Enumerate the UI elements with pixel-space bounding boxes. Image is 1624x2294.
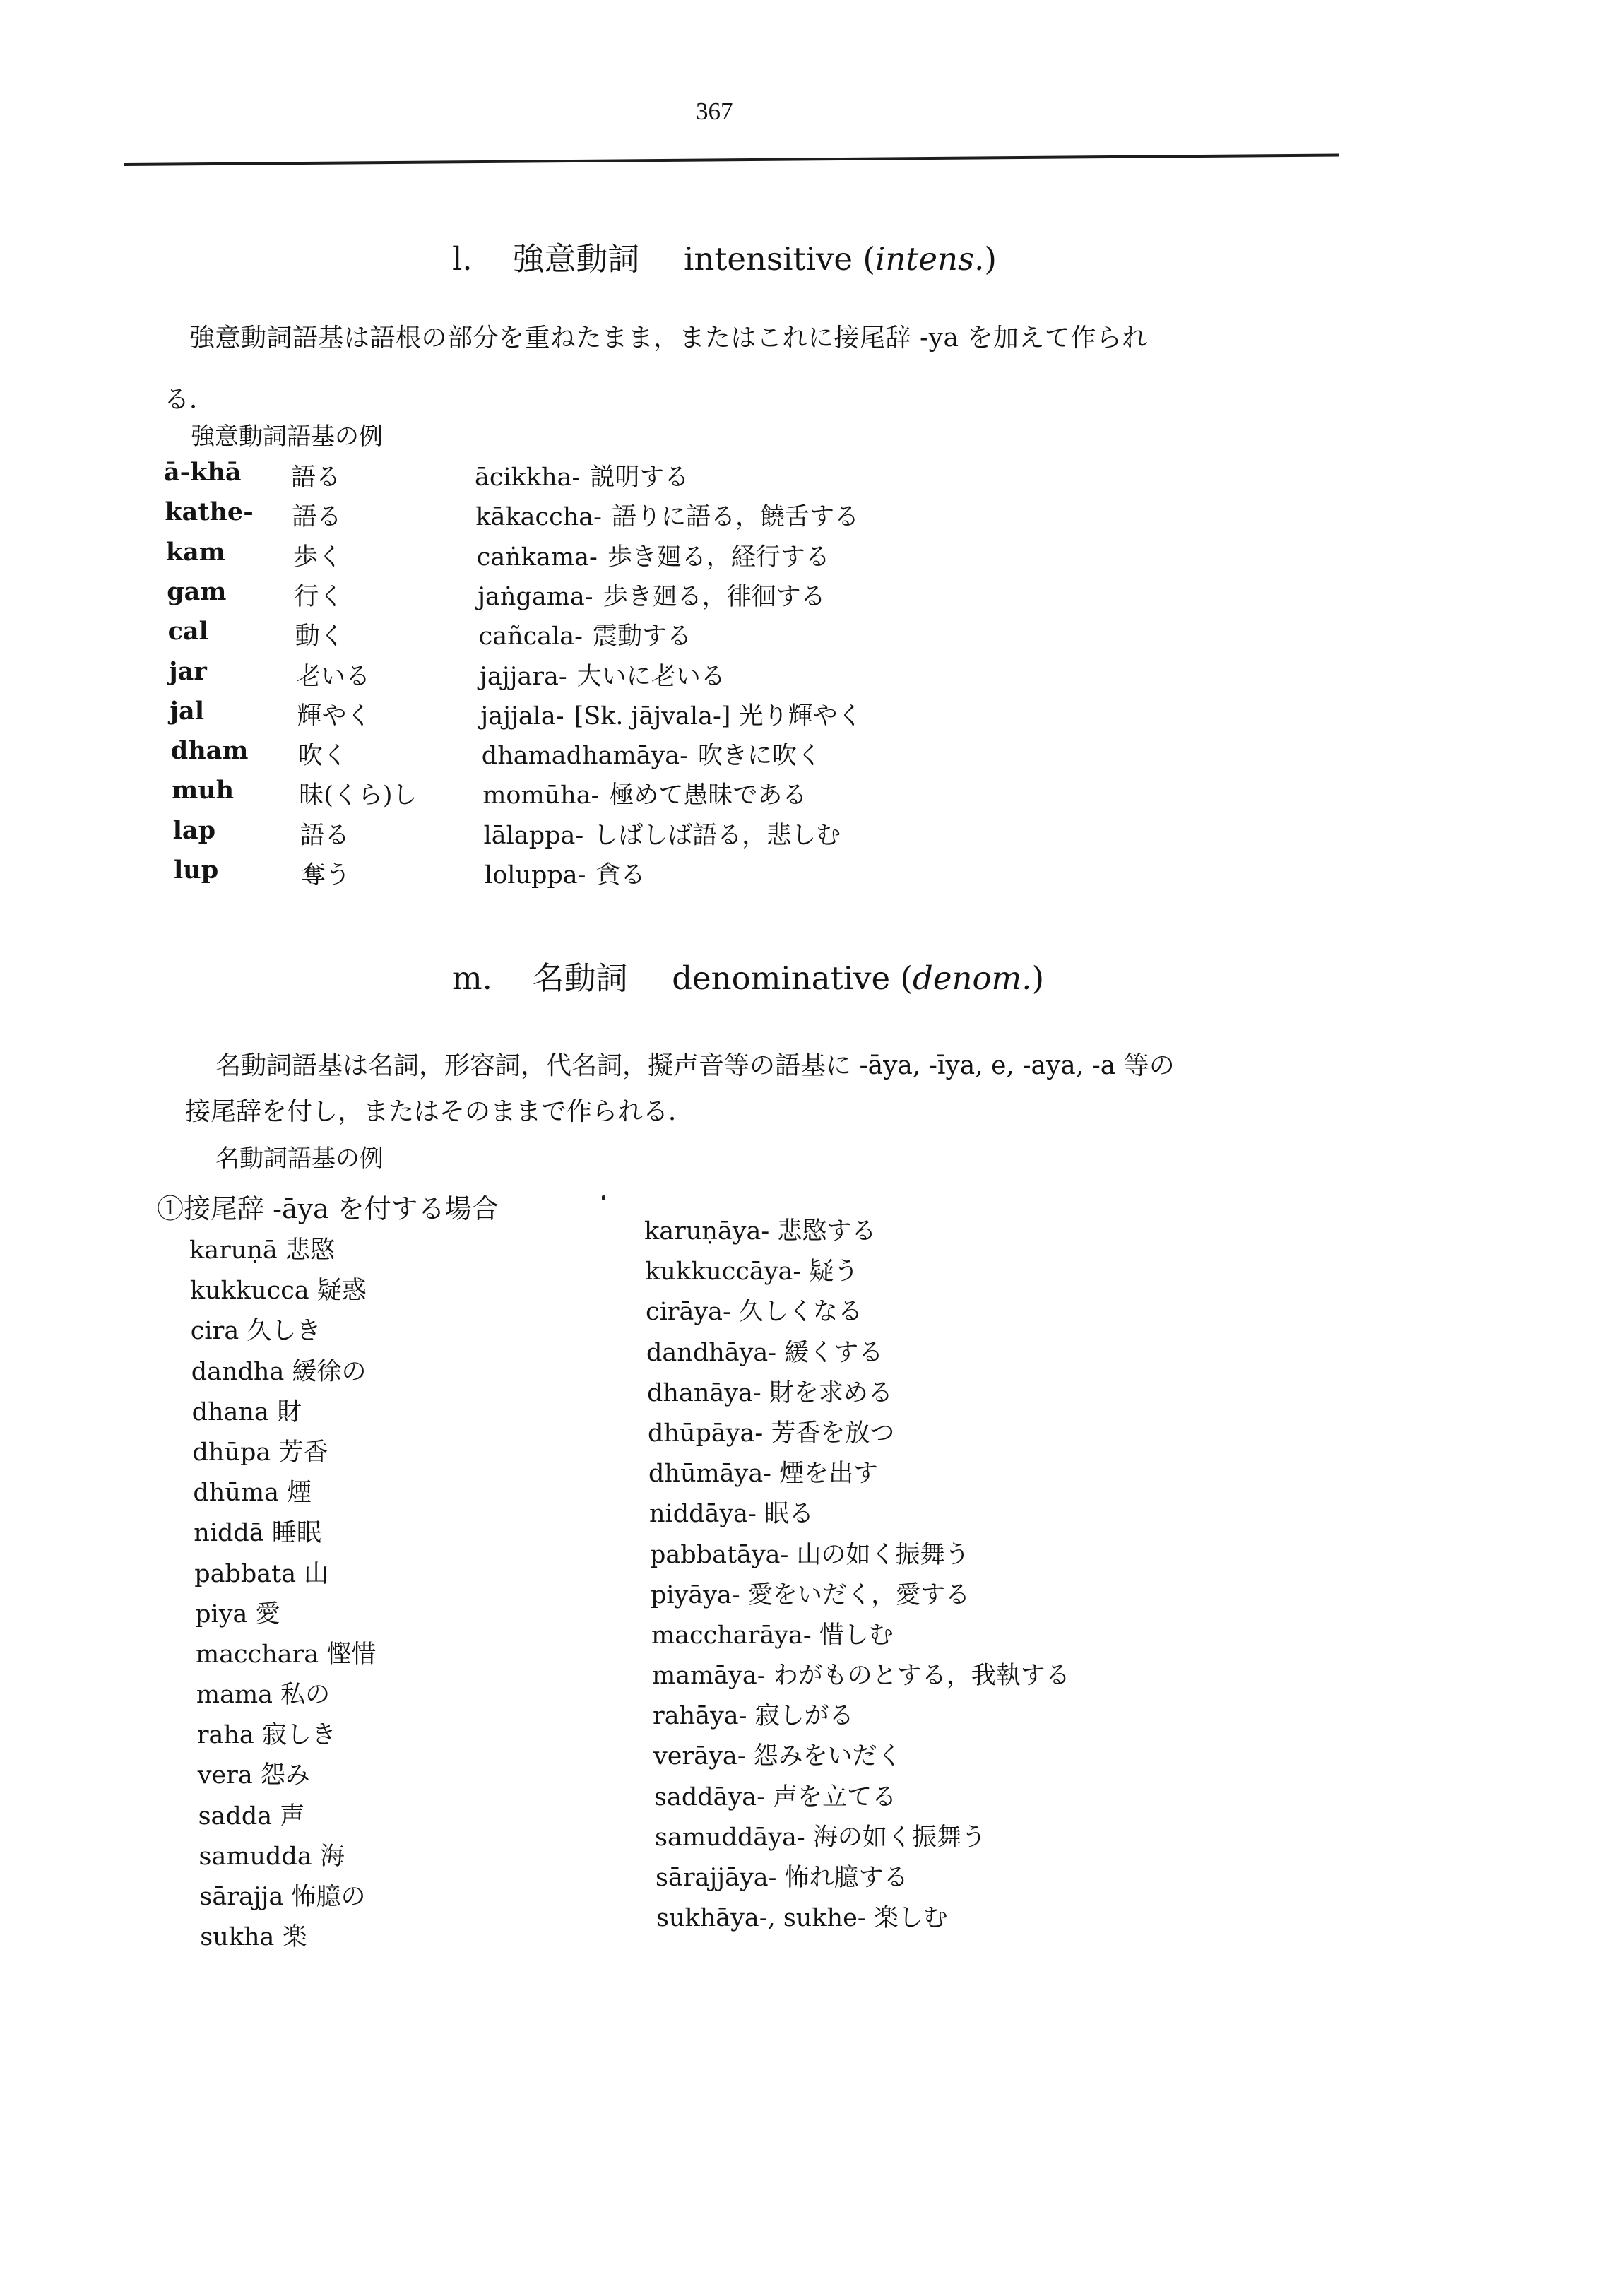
intensive-stem: jajjara-	[480, 662, 567, 691]
section-l-label: l.	[452, 240, 473, 278]
denominative-stem-item: rahāya- 寂しがる	[653, 1702, 854, 1731]
noun-base-item: dhūma 煙	[193, 1479, 312, 1508]
verb-root-gloss: 動く	[295, 622, 345, 651]
section-l-abbr-close: )	[984, 240, 997, 278]
section-l-japanese-title: 強意動詞	[512, 240, 640, 278]
intensive-stem: jajjala-	[480, 702, 564, 731]
verb-root: cal	[167, 617, 208, 646]
denominative-stem-item: verāya- 怨みをいだく	[653, 1742, 902, 1771]
noun-base-item: pabbata 山	[194, 1559, 329, 1588]
intensive-stem-entry	[475, 458, 689, 493]
noun-base-item: karuṇā 悲愍	[189, 1236, 335, 1265]
noun-base-item: sadda 声	[198, 1802, 305, 1831]
verb-root-gloss: 語る	[292, 503, 342, 532]
verb-root: gam	[167, 577, 227, 606]
section-m-english-title: denominative	[672, 959, 891, 997]
denominative-stem-item: karuṇāya- 悲愍する	[644, 1217, 877, 1246]
section-m-abbr-close: )	[1031, 959, 1045, 997]
noun-base-item: vera 怨み	[197, 1761, 310, 1790]
intensive-stem-gloss: 大いに老いる	[576, 662, 725, 691]
verb-root-gloss: 行く	[294, 582, 344, 611]
intensive-stem-gloss: 吹きに吹く	[698, 742, 822, 771]
section-m-description-line1: 名動詞語基は名詞，形容詞，代名詞，擬声音等の語基に -āya, -īya, e, -aya, -a 等の	[215, 1051, 1175, 1080]
section-l-examples-heading: 強意動詞語基の例	[191, 422, 383, 451]
verb-root: muh	[172, 776, 235, 805]
intensive-stem: cañcala-	[478, 622, 583, 651]
intensive-stem-gloss: 語りに語る，饒舌する	[611, 503, 859, 532]
verb-root: kathe-	[165, 497, 254, 527]
noun-base-item: cira 久しき	[190, 1317, 321, 1346]
section-m-examples-heading: 名動詞語基の例	[215, 1145, 384, 1173]
noun-base-item: macchara 慳惜	[196, 1640, 377, 1669]
verb-root-gloss: 輝やく	[297, 702, 372, 731]
intensive-stem-entry	[480, 657, 725, 692]
denominative-stem-item: saddāya- 声を立てる	[654, 1782, 897, 1811]
header-rule	[124, 153, 1339, 166]
verb-root-gloss: 語る	[291, 463, 341, 492]
verb-root: jal	[170, 696, 205, 726]
denominative-stem-item: pabbatāya- 山の如く振舞う	[650, 1540, 970, 1569]
noun-base-item: mama 私の	[196, 1681, 331, 1710]
verb-root: lap	[172, 815, 216, 845]
denominative-stem-item: mamāya- わがものとする，我執する	[652, 1662, 1070, 1691]
section-m-description-line2: 接尾辞を付し，またはそのままで作られる．	[185, 1097, 694, 1126]
denominative-stem-item: piyāya- 愛をいだく，愛する	[651, 1580, 971, 1609]
noun-base-list	[189, 1231, 376, 1958]
denominative-stem-item: sukhāya-, sukhe- 楽しむ	[656, 1904, 948, 1933]
section-l-english-title: intensitive	[683, 240, 853, 278]
section-m-japanese-title: 名動詞	[532, 959, 628, 997]
intensive-stem-gloss: しばしば語る，悲しむ	[593, 821, 841, 850]
section-l-heading	[452, 233, 997, 279]
denominative-stem-item: dhūpāya- 芳香を放つ	[648, 1419, 895, 1448]
intensive-stem-gloss: 貪る	[595, 861, 646, 889]
intensive-stem-gloss: 説明する	[590, 463, 689, 492]
noun-base-item: samudda 海	[198, 1842, 345, 1871]
intensive-stem-entry	[480, 697, 862, 732]
section-m-abbr: denom.	[913, 959, 1032, 997]
page-number: 367	[696, 97, 733, 125]
denominative-stem-item: maccharāya- 惜しむ	[651, 1621, 894, 1650]
denominative-stem-item: sārajjāya- 怖れ臆する	[656, 1864, 908, 1892]
intensive-stem-entry	[484, 816, 841, 851]
denominative-stem-item: dhūmāya- 煙を出す	[648, 1460, 879, 1489]
intensive-stem-entry	[475, 497, 859, 533]
print-speck	[602, 1195, 605, 1200]
section-l-abbr-open: (	[863, 240, 875, 278]
intensive-stem-entry	[477, 538, 830, 573]
section-l-description-line2: る．	[164, 385, 215, 414]
intensive-stem-gloss: 歩き廻る，経行する	[607, 543, 830, 572]
denominative-stem-item: kukkuccāya- 疑う	[645, 1258, 859, 1287]
verb-root-gloss: 老いる	[296, 662, 371, 691]
intensive-stem: caṅkama-	[476, 543, 598, 572]
intensive-stem-gloss: 極めて愚昧である	[609, 781, 807, 810]
section-m-label: m.	[452, 959, 492, 997]
denominative-stem-item: dhanāya- 財を求める	[647, 1378, 893, 1407]
verb-root: jar	[169, 656, 207, 686]
intensive-stem-entry	[485, 856, 646, 891]
noun-base-item: dandha 緩徐の	[191, 1357, 367, 1386]
verb-root: ā-khā	[164, 458, 242, 487]
verb-root-gloss: 語る	[300, 821, 350, 850]
verb-root-gloss: 吹く	[297, 742, 348, 771]
noun-base-item: sukha 楽	[200, 1923, 307, 1952]
intensive-stem: lālappa-	[483, 821, 584, 850]
noun-base-item: piya 愛	[195, 1600, 280, 1628]
verb-root-gloss: 奪う	[301, 861, 351, 889]
section-m-abbr-open: (	[900, 959, 913, 997]
intensive-stem: ācikkha-	[475, 463, 581, 492]
noun-base-item: dhūpa 芳香	[192, 1438, 328, 1467]
denominative-stem-item: dandhāya- 緩くする	[646, 1338, 884, 1367]
verb-root: kam	[165, 537, 225, 567]
denominative-stem-list	[644, 1212, 1070, 1939]
intensive-stem-entry	[479, 617, 692, 652]
noun-base-item: sārajja 怖臆の	[199, 1883, 366, 1911]
intensive-stem: loluppa-	[485, 861, 586, 889]
denominative-stem-item: niddāya- 眠る	[649, 1500, 814, 1529]
intensive-stem: momūha-	[482, 781, 600, 810]
noun-base-item: kukkucca 疑惑	[189, 1277, 367, 1306]
intensive-stem-entry	[482, 736, 822, 771]
intensive-stem-gloss: 震動する	[592, 622, 692, 651]
verb-root-gloss: 歩く	[292, 543, 343, 572]
intensive-stem-entry	[482, 776, 807, 811]
section-l-description-line1: 強意動詞語基は語根の部分を重ねたまま，またはこれに接尾辞 -ya を加えて作られ	[189, 324, 1148, 353]
intensive-stem: jaṅgama-	[478, 582, 593, 611]
noun-base-item: dhana 財	[191, 1397, 302, 1426]
intensive-stem-gloss: 歩き廻る，徘徊する	[603, 582, 826, 611]
intensive-stem: dhamadhamāya-	[481, 742, 688, 771]
verb-root-gloss: 昧(くら)し	[299, 781, 417, 810]
verb-root: lup	[174, 856, 219, 885]
verb-root: dham	[170, 736, 249, 766]
intensive-stem-gloss: [Sk. jājvala-] 光り輝やく	[574, 702, 863, 731]
noun-base-item: niddā 睡眠	[194, 1519, 321, 1548]
intensive-stem-entry	[478, 577, 825, 613]
section-l-abbr: intens.	[875, 240, 985, 278]
denominative-stem-item: cirāya- 久しくなる	[646, 1298, 863, 1327]
section-m-heading	[452, 952, 1044, 998]
denominative-stem-item: samuddāya- 海の如く振舞う	[655, 1823, 986, 1852]
case-label-aya: ①接尾辞 -āya を付する場合	[157, 1193, 499, 1224]
intensive-stem: kākaccha-	[475, 503, 602, 532]
noun-base-item: raha 寂しき	[196, 1721, 336, 1750]
